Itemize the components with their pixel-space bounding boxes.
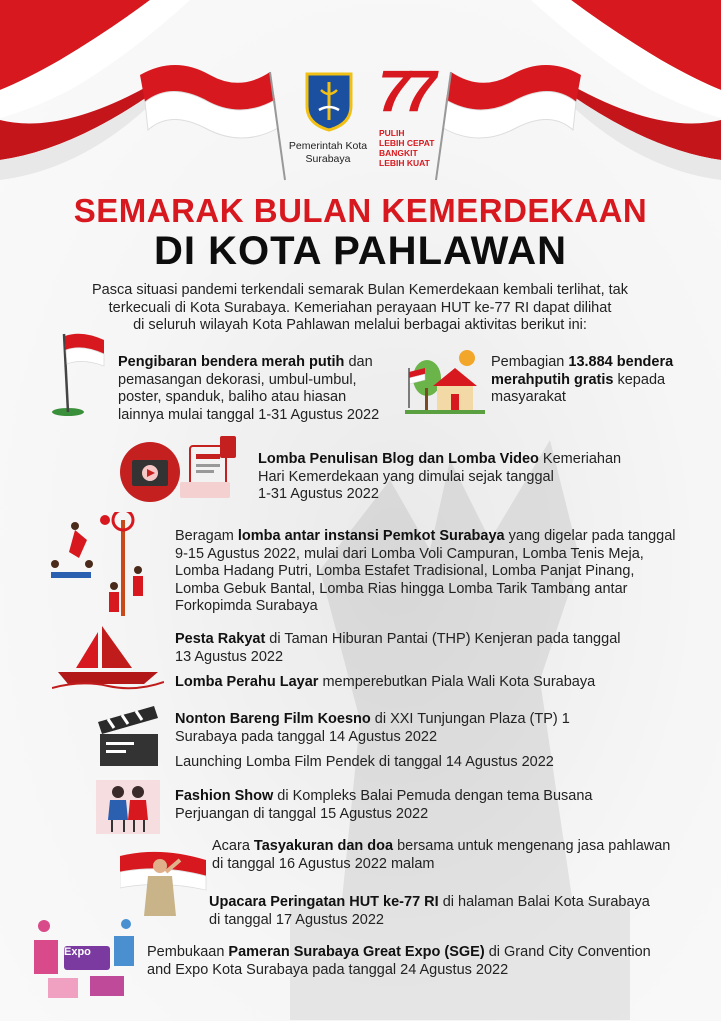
anniv-tagline-3: BANGKIT — [379, 148, 418, 158]
item-pesta-rakyat: Pesta Rakyat di Taman Hiburan Pantai (THP) Kenjeran pada tanggal 13 Agustus 2022 — [175, 631, 621, 665]
intro-line2: terkecuali di Kota Surabaya. Kemeriahan perayaan HUT ke-77 RI dapat dilihat — [108, 299, 612, 316]
flag-pole-icon — [52, 330, 112, 420]
sailboat-icon — [52, 622, 164, 690]
intro-line1: Pasca situasi pandemi terkendali semarak Bulan Kemerdekaan kembali terlihat, tak — [92, 282, 628, 298]
anniv-tagline-2: LEBIH CEPAT — [379, 138, 435, 148]
intro-line3: di seluruh wilayah Kota Pahlawan melalui berbagai aktivitas berikut ini: — [133, 317, 587, 333]
house-flag-icon — [405, 348, 485, 418]
item-competitions: Beragam lomba antar instansi Pemkot Surabaya yang digelar pada tanggal 9-15 Agustus 2022, mulai dari Lomba Voli Campuran, Lomba Tenis Meja, Lomba Hadang Putri, Lomba Estafet Tradisional, Lomba Panjat Pinang, Lomba Gebuk Bantal, Lomba Rias hingga Lomba Tarik Tambang antar Forkopimda Surabaya — [175, 528, 676, 614]
anniv-tagline-1: PULIH — [379, 128, 405, 138]
intro-paragraph — [60, 282, 660, 335]
item-blog-video: Lomba Penulisan Blog dan Lomba Video Kemeriahan Hari Kemerdekaan yang dimulai sejak tanggal 1-31 Agustus 2022 — [258, 451, 622, 502]
expo-booth-icon — [30, 916, 140, 1002]
item-expo: Pembukaan Pameran Surabaya Great Expo (SGE) di Grand City Convention and Expo Kota Surabaya pada tanggal 24 Agustus 2022 — [147, 944, 651, 978]
video-blog-icon — [120, 436, 245, 508]
flag-banner-right — [421, 0, 721, 200]
flag-banner-left — [0, 0, 300, 200]
clapperboard-icon — [92, 700, 164, 768]
item-perahu-layar: Lomba Perahu Layar memperebutkan Piala Wali Kota Surabaya — [175, 674, 596, 690]
page-title-line1: SEMARAK BULAN KEMERDEKAAN — [73, 192, 648, 229]
anniversary-77-logo: 77 — [378, 59, 431, 124]
page-title-line2: DI KOTA PAHLAWAN — [153, 229, 567, 273]
item-flag-distribution: Pembagian 13.884 bendera merahputih gratis kepada masyarakat — [491, 354, 674, 405]
logo-caption-line2: Surabaya — [305, 153, 351, 165]
ceremony-saluting-icon — [120, 846, 212, 918]
fashion-show-icon — [96, 776, 160, 838]
item-launching-film: Launching Lomba Film Pendek di tanggal 14 Agustus 2022 — [175, 754, 554, 770]
item-flag-raising: Pengibaran bendera merah putih dan pemasangan dekorasi, umbul-umbul, poster, spanduk, baliho atau hiasan lainnya mulai tanggal 1-31 Agustus 2022 — [118, 354, 380, 423]
anniv-tagline-4: LEBIH KUAT — [379, 158, 430, 168]
logo-caption-line1: Pemerintah Kota — [288, 140, 368, 152]
expo-sign-text: Expo — [64, 946, 91, 958]
item-nonton-bareng: Nonton Bareng Film Koesno di XXI Tunjungan Plaza (TP) 1 Surabaya pada tanggal 14 Agustus 2022 — [175, 711, 570, 745]
competition-sports-icon — [45, 512, 160, 620]
surabaya-crest-icon — [303, 70, 355, 132]
item-fashion-show: Fashion Show di Kompleks Balai Pemuda dengan tema Busana Perjuangan di tanggal 15 Agustus 2022 — [175, 788, 593, 822]
item-upacara: Upacara Peringatan HUT ke-77 RI di halaman Balai Kota Surabaya di tanggal 17 Agustus 2022 — [209, 894, 650, 928]
item-tasyakuran: Acara Tasyakuran dan doa bersama untuk mengenang jasa pahlawan di tanggal 16 Agustus 2022 malam — [212, 838, 671, 872]
